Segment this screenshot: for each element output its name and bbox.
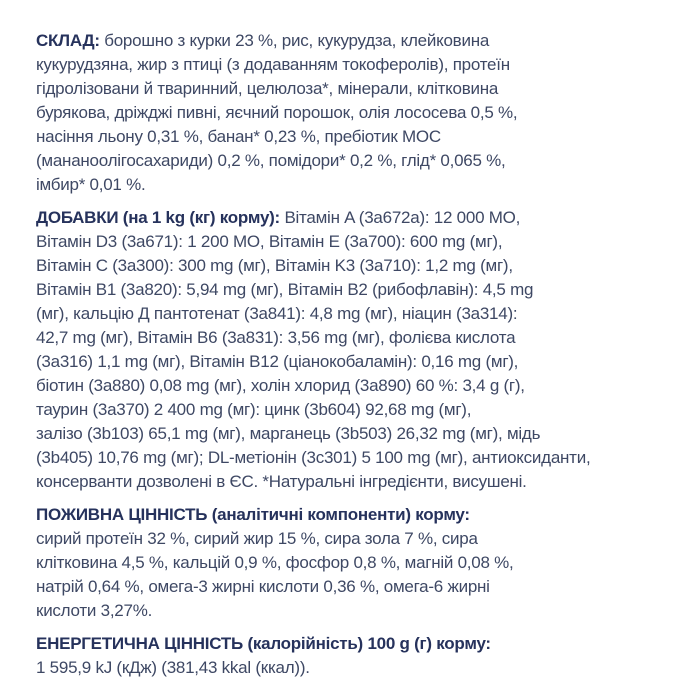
- section-energy-value: [36, 632, 670, 680]
- text-line: імбир* 0,01 %.: [36, 175, 146, 194]
- text-line: Вітамін C (3a300): 300 mg (мг), Вітамін K3 (3a710): 1,2 mg (мг),: [36, 256, 513, 275]
- text-line: борошно з курки 23 %, рис, кукурудза, клейковина: [99, 31, 490, 50]
- text-line: натрій 0,64 %, омега-3 жирні кислоти 0,36 %, омега-6 жирні: [36, 577, 490, 596]
- text-line: сирий протеїн 32 %, сирий жир 15 %, сира зола 7 %, сира: [36, 529, 478, 548]
- text-line: (мг), кальцію Д пантотенат (3a841): 4,8 mg (мг), ніацин (3a314):: [36, 304, 518, 323]
- text-line: кукурудзяна, жир з птиці (з додаванням токоферолів), протеїн: [36, 55, 510, 74]
- text-line: (мананоолігосахариди) 0,2 %, помідори* 0,2 %, глід* 0,065 %,: [36, 151, 506, 170]
- composition-first-line: [36, 29, 670, 53]
- text-line: (3b405) 10,76 mg (мг); DL-метіонін (3c301) 5 100 mg (мг), антиоксиданти,: [36, 448, 591, 467]
- energy-value-heading-line: [36, 632, 670, 656]
- additives-heading: ДОБАВКИ (на 1 kg (кг) корму):: [36, 208, 280, 227]
- section-additives: [36, 206, 670, 494]
- text-line: Вітамін B1 (3a820): 5,94 mg (мг), Вітамін B2 (рибофлавін): 4,5 mg: [36, 280, 534, 299]
- text-line: біотин (3a880) 0,08 mg (мг), холін хлорид (3a890) 60 %: 3,4 g (г),: [36, 376, 525, 395]
- text-line: Вітамін D3 (3a671): 1 200 МО, Вітамін E (3a700): 600 mg (мг),: [36, 232, 503, 251]
- nutritional-value-heading-line: [36, 503, 670, 527]
- text-line: клітковина 4,5 %, кальцій 0,9 %, фосфор 0,8 %, магній 0,08 %,: [36, 553, 514, 572]
- nutritional-value-heading: ПОЖИВНА ЦІННІСТЬ (аналітичні компоненти) корму:: [36, 505, 470, 524]
- section-nutritional-value: [36, 503, 670, 623]
- composition-heading: СКЛАД:: [36, 31, 100, 50]
- text-line: гідролізовани й тваринний, целюлоза*, мінерали, клітковина: [36, 79, 499, 98]
- text-line: бурякова, дріжджі пивні, яєчний порошок, олія лососева 0,5 %,: [36, 103, 518, 122]
- text-line: 42,7 mg (мг), Вітамін B6 (3a831): 3,56 mg (мг), фолієва кислота: [36, 328, 516, 347]
- energy-value-heading: ЕНЕРГЕТИЧНА ЦІННІСТЬ (калорійність) 100 g (г) корму:: [36, 634, 491, 653]
- text-line: (3a316) 1,1 mg (мг), Вітамін B12 (ціанокобаламін): 0,16 mg (мг),: [36, 352, 519, 371]
- text-line: кислоти 3,27%.: [36, 601, 153, 620]
- section-composition: [36, 29, 670, 197]
- text-line: консерванти дозволені в ЄС. *Натуральні інгредієнти, висушені.: [36, 472, 527, 491]
- additives-first-line: [36, 206, 670, 230]
- text-line: Вітамін A (3a672a): 12 000 МО,: [279, 208, 521, 227]
- text-line: залізо (3b103) 65,1 mg (мг), марганець (3b503) 26,32 mg (мг), мідь: [36, 424, 541, 443]
- text-line: таурин (3a370) 2 400 mg (мг): цинк (3b604) 92,68 mg (мг),: [36, 400, 472, 419]
- text-line: насіння льону 0,31 %, банан* 0,23 %, пребіотик МОС: [36, 127, 441, 146]
- text-line: 1 595,9 kJ (кДж) (381,43 kkal (ккал)).: [36, 658, 310, 677]
